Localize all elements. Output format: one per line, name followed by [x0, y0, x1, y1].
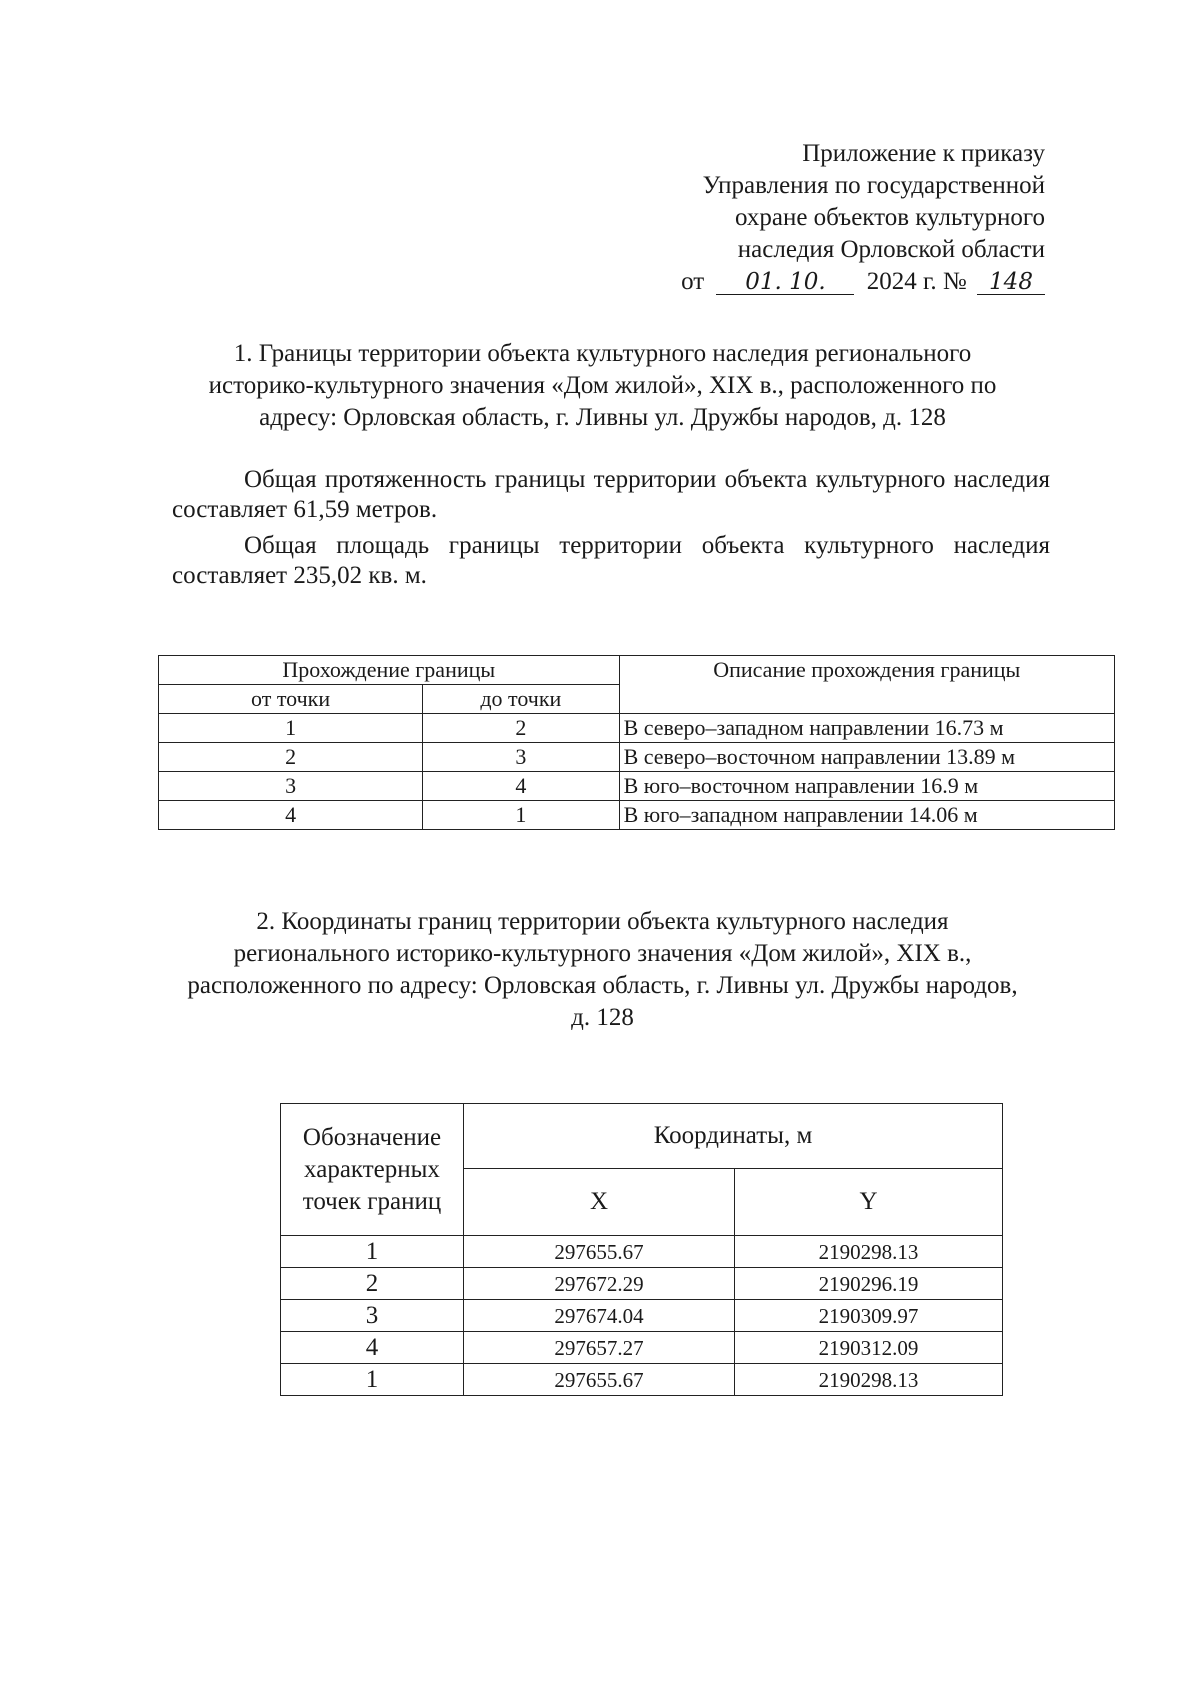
table-row	[281, 1236, 1003, 1268]
boundary-table	[158, 655, 1115, 830]
table-row	[281, 1300, 1003, 1332]
section2-title	[150, 906, 1055, 1034]
x-cell: 297657.27	[464, 1332, 735, 1364]
from-point-cell: 1	[159, 714, 423, 743]
from-point-cell: 3	[159, 772, 423, 801]
table-header-row	[281, 1104, 1003, 1169]
to-point-cell: 3	[423, 743, 619, 772]
order-year: 2024 г. №	[866, 268, 967, 295]
from-point-cell: 4	[159, 801, 423, 830]
length-paragraph	[172, 465, 1050, 525]
header-line: охране объектов культурного	[734, 204, 1045, 231]
area-text: Общая площадь границы территории объекта культурного наследия составляет 235,02 кв. м.	[172, 532, 1050, 589]
x-cell: 297655.67	[464, 1236, 735, 1268]
description-cell: В юго–восточном направлении 16.9 м	[619, 772, 1114, 801]
header-line: Управления по государственной	[702, 172, 1045, 199]
header-y: Y	[735, 1169, 1003, 1236]
x-cell: 297672.29	[464, 1268, 735, 1300]
table-row	[159, 714, 1115, 743]
header-description: Описание прохождения границы	[619, 656, 1114, 714]
description-cell: В северо–западном направлении 16.73 м	[619, 714, 1114, 743]
date-prefix: от	[681, 268, 705, 295]
appendix-header	[525, 138, 1045, 298]
header-line: наследия Орловской области	[737, 236, 1045, 263]
table-row	[281, 1364, 1003, 1396]
description-cell: В юго–западном направлении 14.06 м	[619, 801, 1114, 830]
handwritten-order-number: 148	[977, 270, 1045, 295]
section1-title-line: 1. Границы территории объекта культурного наследия регионального	[233, 340, 972, 367]
order-date-line	[525, 266, 1045, 298]
length-text: Общая протяженность границы территории объекта культурного наследия составляет 61,59 метров.	[172, 466, 1050, 523]
from-point-cell: 2	[159, 743, 423, 772]
section2-title-line: расположенного по адресу: Орловская область, г. Ливны ул. Дружбы народов,	[187, 972, 1018, 999]
point-cell: 3	[281, 1300, 464, 1332]
header-coordinates: Координаты, м	[464, 1104, 1003, 1169]
area-paragraph	[172, 531, 1050, 591]
y-cell: 2190309.97	[735, 1300, 1003, 1332]
section2-title-line: 2. Координаты границ территории объекта культурного наследия	[256, 908, 949, 935]
table-row	[281, 1268, 1003, 1300]
header-from-point: от точки	[159, 685, 423, 714]
section1-title-line: историко-культурного значения «Дом жилой», XIX в., расположенного по	[208, 372, 997, 399]
y-cell: 2190298.13	[735, 1364, 1003, 1396]
table-header-row	[159, 656, 1115, 685]
header-to-point: до точки	[423, 685, 619, 714]
description-cell: В северо–восточном направлении 13.89 м	[619, 743, 1114, 772]
header-boundary-group: Прохождение границы	[159, 656, 620, 685]
point-cell: 2	[281, 1268, 464, 1300]
handwritten-date: 01. 10.	[716, 270, 854, 295]
point-cell: 1	[281, 1364, 464, 1396]
section1-title-line: адресу: Орловская область, г. Ливны ул. Дружбы народов, д. 128	[259, 404, 946, 431]
y-cell: 2190312.09	[735, 1332, 1003, 1364]
x-cell: 297655.67	[464, 1364, 735, 1396]
header-points: Обозначение характерных точек границ	[281, 1104, 464, 1236]
section1-title	[150, 338, 1055, 434]
section2-title-line: регионального историко-культурного значения «Дом жилой», XIX в.,	[233, 940, 972, 967]
point-cell: 4	[281, 1332, 464, 1364]
coordinates-table	[280, 1103, 1003, 1396]
section2-title-line: д. 128	[571, 1004, 634, 1031]
table-row	[281, 1332, 1003, 1364]
y-cell: 2190298.13	[735, 1236, 1003, 1268]
to-point-cell: 1	[423, 801, 619, 830]
table-row	[159, 743, 1115, 772]
table-row	[159, 801, 1115, 830]
point-cell: 1	[281, 1236, 464, 1268]
to-point-cell: 4	[423, 772, 619, 801]
header-line: Приложение к приказу	[802, 140, 1045, 167]
header-x: X	[464, 1169, 735, 1236]
x-cell: 297674.04	[464, 1300, 735, 1332]
to-point-cell: 2	[423, 714, 619, 743]
y-cell: 2190296.19	[735, 1268, 1003, 1300]
table-row	[159, 772, 1115, 801]
